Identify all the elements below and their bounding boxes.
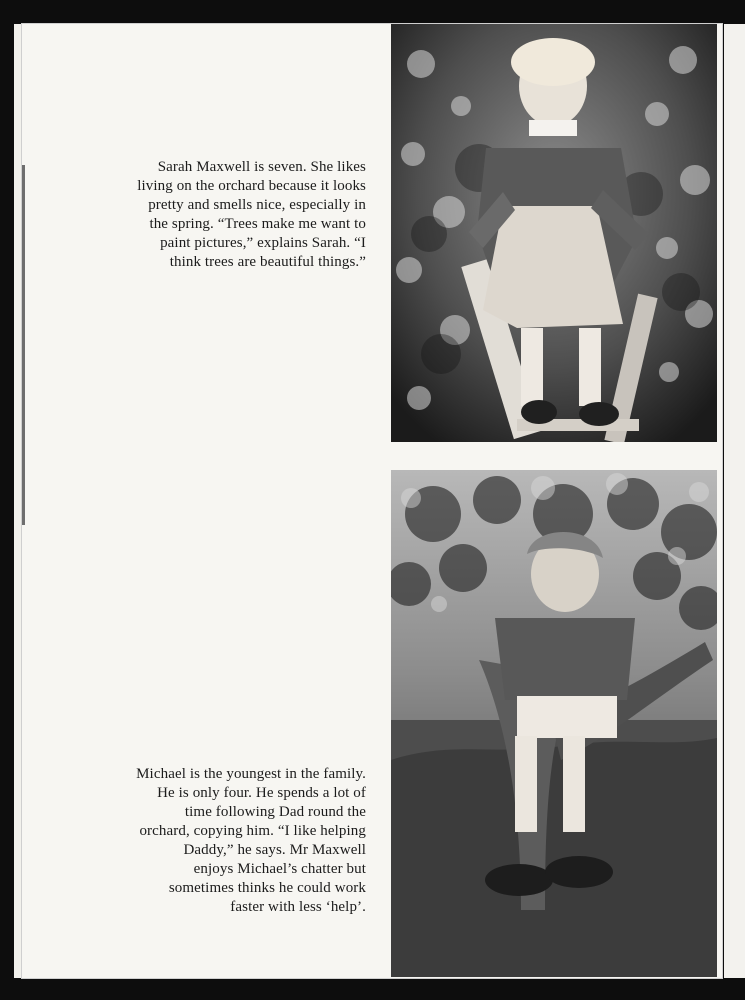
caption-sarah: Sarah Maxwell is seven. She likes living on the orchard because it looks pretty and smells nice, especially in the spring. “Trees make me want to paint pictures,” explains Sarah. “I think trees are beautiful things.” bbox=[137, 159, 366, 270]
photo-sarah-image bbox=[391, 24, 717, 442]
next-page-edge bbox=[724, 24, 745, 978]
left-page-edge bbox=[14, 24, 22, 978]
photo-sarah bbox=[391, 24, 717, 442]
photo-michael-image bbox=[391, 470, 717, 977]
spine-mark bbox=[22, 165, 25, 525]
photo-michael bbox=[391, 470, 717, 977]
caption-michael: Michael is the youngest in the family. He is only four. He spends a lot of time following Dad round the orchard, copying him. “I like helping Daddy,” he says. Mr Maxwell enjoys Michael’s chatter but sometimes thinks he could work faster with less ‘help’. bbox=[136, 766, 366, 915]
